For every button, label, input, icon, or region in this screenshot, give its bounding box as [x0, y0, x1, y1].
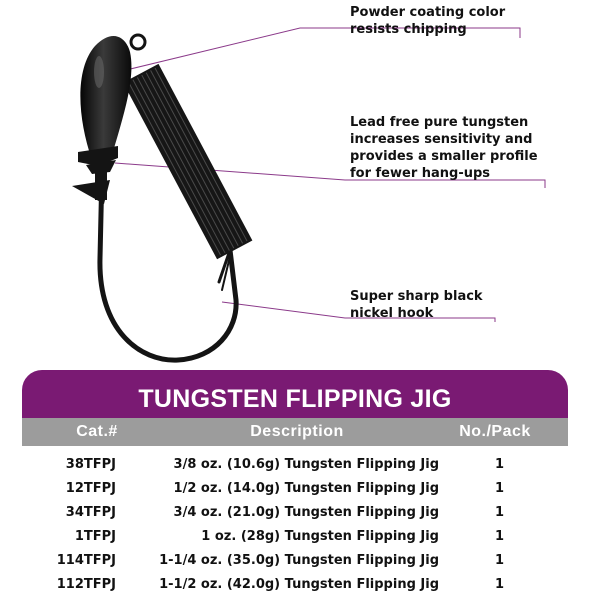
- pack-count: 1: [494, 528, 504, 544]
- hook-callout: Super sharp black nickel hook: [350, 289, 483, 321]
- product-description: 1 oz. (28g) Tungsten Flipping Jig: [201, 528, 439, 544]
- column-header-row: [22, 418, 568, 446]
- product-description: 1/2 oz. (14.0g) Tungsten Flipping Jig: [173, 480, 439, 496]
- weed-guard: [123, 64, 252, 259]
- table-title-band: [22, 370, 568, 418]
- cat-number: 12TFPJ: [65, 480, 116, 496]
- cat-number: 114TFPJ: [56, 552, 116, 568]
- pack-count: 1: [494, 576, 504, 592]
- bait-keeper: [72, 146, 118, 204]
- table-row: [22, 548, 568, 572]
- product-description: 1-1/4 oz. (35.0g) Tungsten Flipping Jig: [159, 552, 439, 568]
- cat-number: 38TFPJ: [65, 456, 116, 472]
- cat-column-header: Cat.#: [76, 423, 118, 440]
- pack-count: 1: [494, 480, 504, 496]
- pack-count: 1: [494, 552, 504, 568]
- coating-callout: Powder coating color resists chipping: [350, 5, 506, 37]
- cat-number: 1TFPJ: [74, 528, 116, 544]
- spec-table: [22, 370, 568, 596]
- table-row: [22, 524, 568, 548]
- table-row: [22, 452, 568, 476]
- table-row: [22, 476, 568, 500]
- cat-number: 112TFPJ: [56, 576, 116, 592]
- product-description: 3/4 oz. (21.0g) Tungsten Flipping Jig: [173, 504, 439, 520]
- pack-column-header: No./Pack: [459, 423, 531, 440]
- description-column-header: Description: [250, 423, 344, 440]
- product-description: 3/8 oz. (10.6g) Tungsten Flipping Jig: [173, 456, 439, 472]
- table-row: [22, 500, 568, 524]
- product-description: 1-1/2 oz. (42.0g) Tungsten Flipping Jig: [159, 576, 439, 592]
- cat-number: 34TFPJ: [65, 504, 116, 520]
- pack-count: 1: [494, 456, 504, 472]
- pack-count: 1: [494, 504, 504, 520]
- table-title: TUNGSTEN FLIPPING JIG: [138, 385, 452, 413]
- tungsten-callout: Lead free pure tungsten increases sensitivity and provides a smaller profile for fewer hang-ups: [350, 115, 538, 181]
- table-row: [22, 572, 568, 596]
- table-body: [22, 446, 568, 596]
